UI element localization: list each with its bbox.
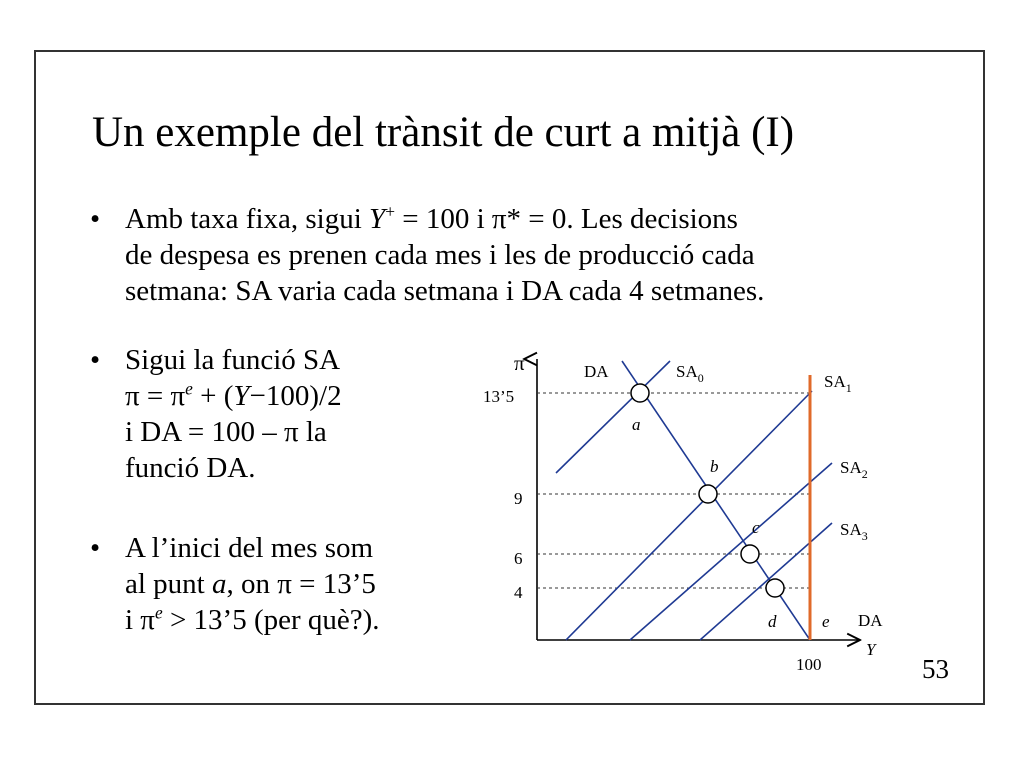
da-label-top: DA [584, 362, 609, 381]
bullet-glyph: • [90, 203, 101, 235]
x-axis-label: Y [866, 640, 876, 659]
point-d-marker [766, 579, 784, 597]
bullet-3-line-2: al punt a, on π = 13’5 [125, 568, 376, 600]
ad-as-diagram [470, 345, 910, 690]
point-b-marker [699, 485, 717, 503]
bullet-2-line-1: Sigui la funció SA [125, 344, 341, 376]
da-line [622, 361, 810, 640]
y-tick-6: 6 [514, 549, 523, 568]
point-b-label: b [710, 457, 719, 476]
bullet-2 [125, 342, 342, 486]
point-c-label: c [752, 518, 760, 537]
sa1-line [566, 391, 812, 640]
y-tick-4: 4 [514, 583, 523, 602]
bullet-1-line-2: de despesa es prenen cada mes i les de producció cada [125, 239, 755, 271]
y-tick-13-5: 13’5 [483, 387, 515, 406]
bullet-glyph: • [90, 532, 101, 564]
bullet-3 [125, 530, 380, 638]
bullet-3-line-1: A l’inici del mes som [125, 532, 374, 564]
point-e-label: e [822, 612, 830, 631]
bullet-1-line-3: setmana: SA varia cada setmana i DA cada 4 setmanes. [125, 275, 765, 307]
sa1-label: $SA_1$ [824, 372, 852, 395]
bullet-2-line-2: $\pi = \pi^e + (Y-100)/2$ [125, 378, 342, 412]
bullet-glyph: • [90, 344, 101, 376]
slide-title: Un exemple del trànsit de curt a mitjà (I) [92, 109, 795, 156]
sa3-label: $SA_3$ [840, 520, 868, 543]
x-tick-100: 100 [796, 655, 822, 674]
point-c-marker [741, 545, 759, 563]
bullet-2-line-4: funció DA. [125, 452, 256, 484]
y-tick-9: 9 [514, 489, 523, 508]
bullet-2-line-3: i DA = 100 – π la [125, 416, 327, 448]
sa2-label: $SA_2$ [840, 458, 868, 481]
sa3-line [700, 523, 832, 640]
point-d-label: d [768, 612, 777, 631]
bullet-3-line-3: i $\pi^e$ > 13’5 (per què?). [125, 602, 380, 636]
y-axis-label: π [514, 351, 525, 375]
page-number: 53 [922, 654, 949, 684]
bullet-1 [125, 201, 764, 309]
bullet-1-line-1: Amb taxa fixa, sigui Y+ = 100 i π* = 0. Les decisions [125, 201, 738, 235]
point-a-marker [631, 384, 649, 402]
point-a-label: a [632, 415, 641, 434]
da-label-bottom: DA [858, 611, 883, 630]
sa0-line [556, 361, 670, 473]
sa0-label: $SA_0$ [676, 362, 704, 385]
